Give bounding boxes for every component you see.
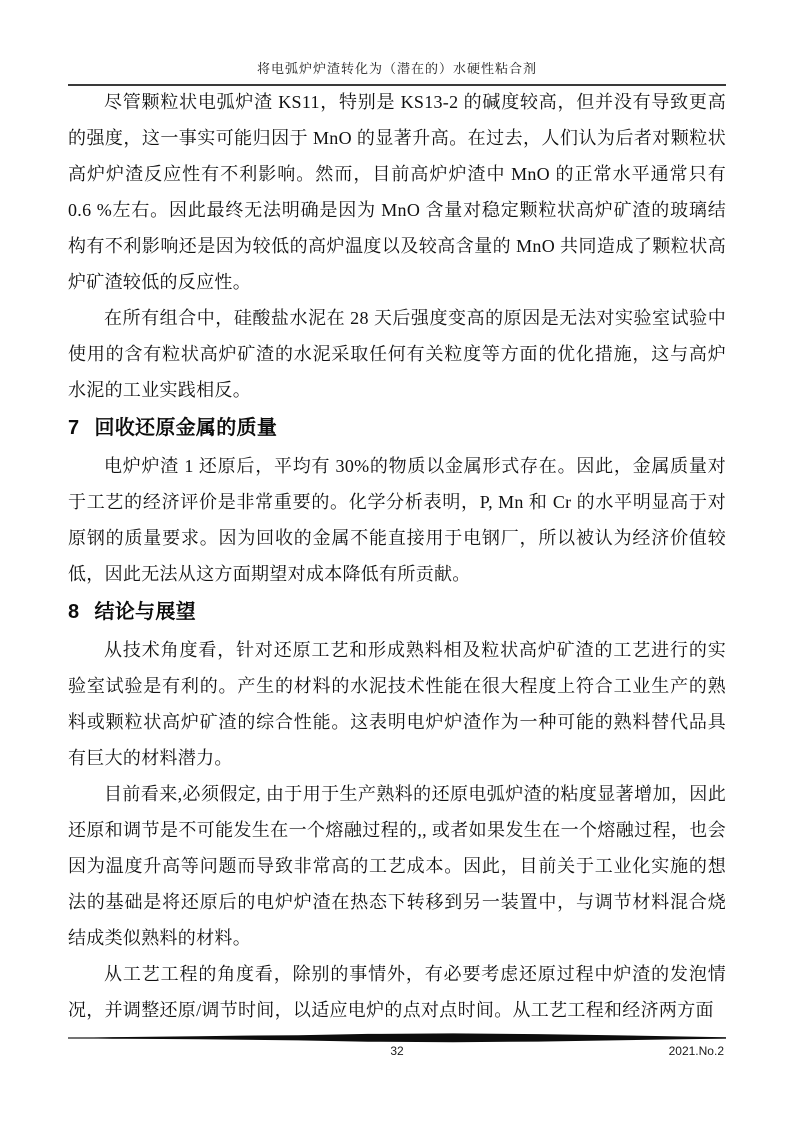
section-title: 结论与展望 (94, 601, 196, 623)
section-heading-7 (68, 414, 726, 442)
paragraph: 目前看来,必须假定, 由于用于生产熟料的还原电弧炉渣的粘度显著增加，因此还原和调节是不可能发生在一个熔融过程的,, 或者如果发生在一个熔融过程，也会因为温度升高等问题而导致非常高的工艺成本。因此，目前关于工业化实施的想法的基础是将还原后的电炉炉渣在热态下转移到另一装置中，与调节材料混合烧结成类似熟料的材料。 (68, 784, 726, 948)
page-footer (68, 1033, 726, 1058)
paragraph: 尽管颗粒状电弧炉渣 KS11，特别是 KS13-2 的碱度较高，但并没有导致更高的强度，这一事实可能归因于 MnO 的显著升高。在过去，人们认为后者对颗粒状高炉炉渣反应性有不利影响。然而，目前高炉炉渣中 MnO 的正常水平通常只有 0.6 %左右。因此最终无法明确是因为 MnO 含量对稳定颗粒状高炉矿渣的玻璃结构有不利影响还是因为较低的高炉温度以及较高含量的 MnO 共同造成了颗粒状高炉矿渣较低的反应性。 (68, 92, 726, 292)
paragraph: 从技术角度看，针对还原工艺和形成熟料相及粒状高炉矿渣的工艺进行的实验室试验是有利的。产生的材料的水泥技术性能在很大程度上符合工业生产的熟料或颗粒状高炉矿渣的综合性能。这表明电炉炉渣作为一种可能的熟料替代品具有巨大的材料潜力。 (68, 640, 726, 768)
section-title: 回收还原金属的质量 (94, 417, 278, 439)
footer-issue-label: 2021.No.2 (668, 1044, 724, 1058)
paragraph: 从工艺工程的角度看，除别的事情外，有必要考虑还原过程中炉渣的发泡情况，并调整还原/调节时间，以适应电炉的点对点时间。从工艺工程和经济两方面 (68, 964, 726, 1020)
section-number: 8 (68, 601, 80, 623)
paragraph: 在所有组合中，硅酸盐水泥在 28 天后强度变高的原因是无法对实验室试验中使用的含有粒状高炉矿渣的水泥采取任何有关粒度等方面的优化措施，这与高炉水泥的工业实践相反。 (68, 308, 726, 400)
section-number: 7 (68, 417, 80, 439)
footer-page-number: 32 (390, 1044, 404, 1058)
paragraph: 电炉炉渣 1 还原后，平均有 30%的物质以金属形式存在。因此，金属质量对于工艺的经济评价是非常重要的。化学分析表明，P, Mn 和 Cr 的水平明显高于对原钢的质量要求。因为回收的金属不能直接用于电钢厂，所以被认为经济价值较低，因此无法从这方面期望对成本降低有所贡献。 (68, 456, 726, 584)
footer-text-row (68, 1044, 726, 1058)
document-body (68, 84, 726, 1028)
running-header-title: 将电弧炉炉渣转化为（潜在的）水硬性粘合剂 (68, 58, 726, 86)
footer-rule (68, 1033, 726, 1043)
section-heading-8 (68, 598, 726, 626)
